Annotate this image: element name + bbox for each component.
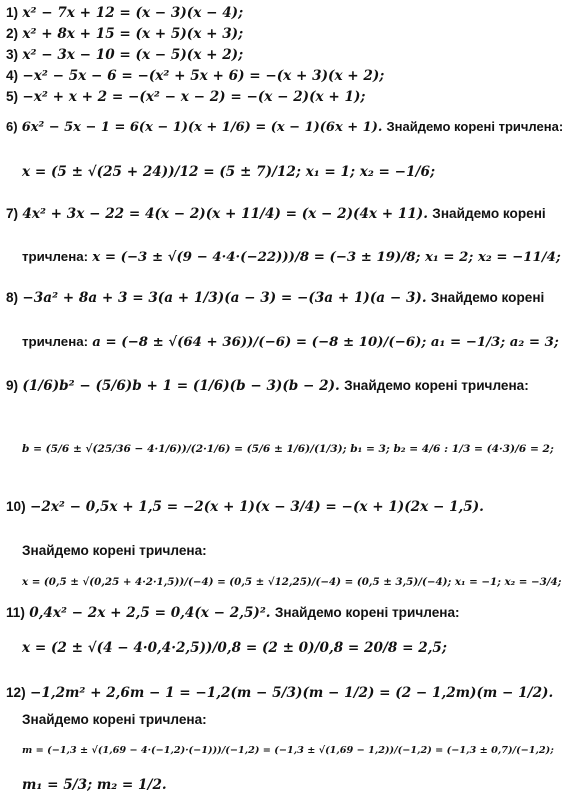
line-6-roots (22, 163, 435, 181)
item-number: 2) (6, 26, 19, 41)
item-number: 6) (6, 119, 18, 134)
line-5 (6, 88, 365, 106)
equation: m₁ = 5/3; m₂ = 1/2. (22, 777, 167, 793)
instruction-text: Знайдемо корені тричлена: (274, 605, 460, 620)
line-11 (6, 604, 460, 622)
equation: 0,4x² − 2x + 2,5 = 0,4(x − 2,5)². (29, 605, 271, 621)
instruction-text: Знайдемо корені тричлена: (22, 712, 207, 727)
item-number: 10) (6, 499, 26, 514)
line-1 (6, 4, 243, 22)
instruction-text: тричлена: (22, 334, 89, 349)
equation: x = (5 ± √(25 + 24))/12 = (5 ± 7)/12; x₁ = 1; x₂ = −1/6; (22, 164, 435, 180)
line-10 (6, 498, 484, 516)
line-12 (6, 684, 553, 702)
line-12-answer (22, 776, 167, 794)
equation: x² + 8x + 15 = (x + 5)(x + 3); (22, 26, 244, 42)
item-number: 5) (6, 89, 19, 104)
item-number: 7) (6, 206, 19, 221)
line-10-roots (22, 573, 562, 591)
line-2 (6, 25, 243, 43)
line-3 (6, 46, 243, 64)
equation: x = (−3 ± √(9 − 4·4·(−22)))/8 = (−3 ± 19)/8; x₁ = 2; x₂ = −11/4; (92, 250, 561, 265)
item-number: 4) (6, 68, 19, 83)
equation: (1/6)b² − (5/6)b + 1 = (1/6)(b − 3)(b − 2). (22, 378, 340, 394)
item-number: 3) (6, 47, 19, 62)
item-number: 11) (6, 605, 25, 620)
line-6 (6, 118, 563, 137)
equation: −2x² − 0,5x + 1,5 = −2(x + 1)(x − 3/4) = −(x + 1)(2x − 1,5). (29, 499, 484, 515)
equation: −x² + x + 2 = −(x² − x − 2) = −(x − 2)(x + 1); (22, 89, 366, 105)
equation: b = (5/6 ± √(25/36 − 4·1/6))/(2·1/6) = (5/6 ± 1/6)/(1/3); b₁ = 3; b₂ = 4/6 : 1/3 = (4·3)/6 = 2; (22, 443, 554, 455)
instruction-text: Знайдемо корені (432, 206, 546, 221)
line-4 (6, 67, 384, 85)
instruction-text: Знайдемо корені тричлена: (344, 378, 529, 393)
line-7-roots (22, 248, 561, 267)
item-number: 9) (6, 378, 19, 393)
equation: 6x² − 5x − 1 = 6(x − 1)(x + 1/6) = (x − 1)(6x + 1). (21, 120, 383, 135)
line-9-roots (22, 440, 554, 458)
line-7 (6, 205, 546, 223)
item-number: 1) (6, 5, 19, 20)
instruction-text: Знайдемо корені тричлена: (386, 119, 564, 134)
line-9 (6, 377, 529, 395)
equation: −x² − 5x − 6 = −(x² + 5x + 6) = −(x + 3)(x + 2); (22, 68, 385, 84)
item-number: 8) (6, 290, 19, 305)
instruction-text: Знайдемо корені тричлена: (22, 543, 207, 558)
equation: m = (−1,3 ± √(1,69 − 4·(−1,2)·(−1)))/(−1,2) = (−1,3 ± √(1,69 − 1,2))/(−1,2) = (−1,3 ± 0,7)/(−1,2); (22, 745, 554, 756)
instruction-text: тричлена: (22, 249, 89, 264)
equation: a = (−8 ± √(64 + 36))/(−6) = (−8 ± 10)/(−6); a₁ = −1/3; a₂ = 3; (92, 335, 559, 350)
equation: x² − 3x − 10 = (x − 5)(x + 2); (22, 47, 244, 63)
item-number: 12) (6, 685, 26, 700)
line-12-roots (22, 742, 554, 760)
line-10-heading (22, 542, 207, 560)
line-12-heading (22, 711, 207, 729)
line-8 (6, 289, 544, 307)
line-8-roots (22, 333, 559, 352)
line-11-roots (22, 639, 447, 657)
equation: −1,2m² + 2,6m − 1 = −1,2(m − 5/3)(m − 1/2) = (2 − 1,2m)(m − 1/2). (29, 685, 554, 701)
equation: −3a² + 8a + 3 = 3(a + 1/3)(a − 3) = −(3a + 1)(a − 3). (22, 290, 427, 306)
instruction-text: Знайдемо корені (430, 290, 545, 305)
equation: x = (0,5 ± √(0,25 + 4·2·1,5))/(−4) = (0,5 ± √12,25)/(−4) = (0,5 ± 3,5)/(−4); x₁ = −1; x₂ = −3/4; (22, 576, 562, 588)
equation: x² − 7x + 12 = (x − 3)(x − 4); (22, 5, 244, 21)
equation: x = (2 ± √(4 − 4·0,4·2,5))/0,8 = (2 ± 0)/0,8 = 20/8 = 2,5; (22, 640, 447, 656)
equation: 4x² + 3x − 22 = 4(x − 2)(x + 11/4) = (x − 2)(4x + 11). (22, 206, 428, 222)
